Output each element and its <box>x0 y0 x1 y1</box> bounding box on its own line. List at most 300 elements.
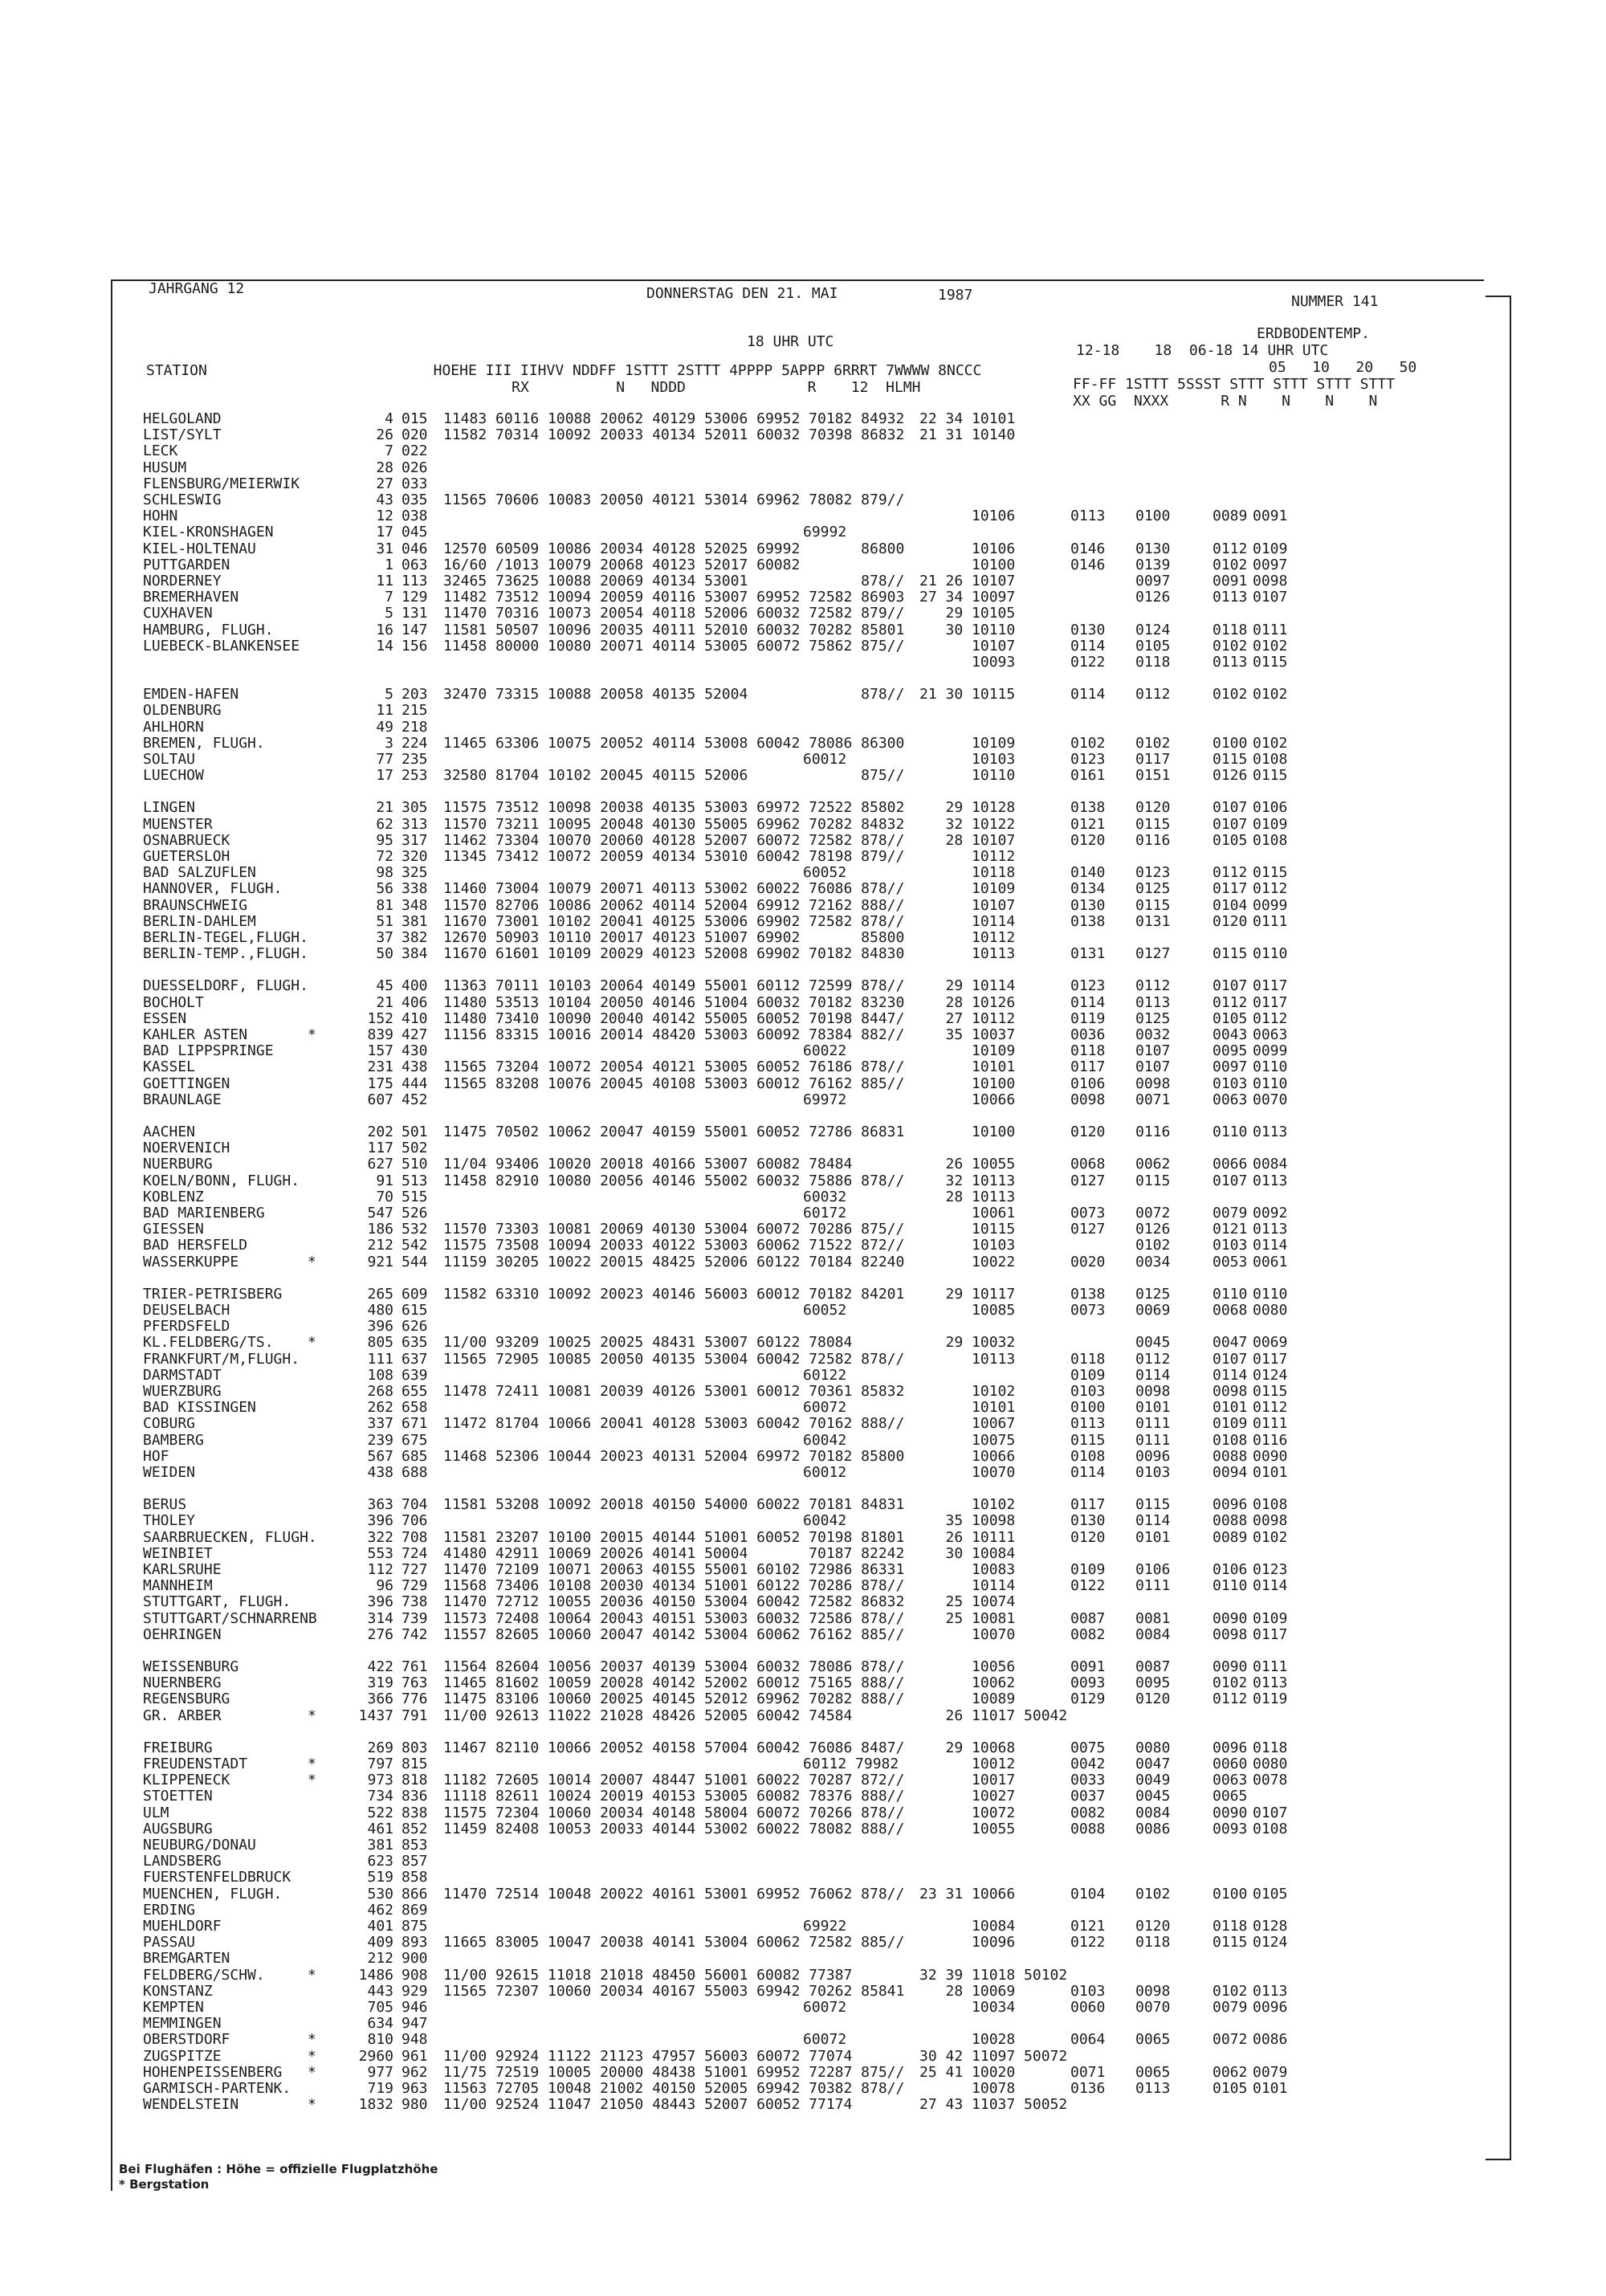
station-id: 444 <box>402 1075 428 1092</box>
station-name: KAHLER ASTEN <box>143 1026 248 1043</box>
station-height: 366 <box>367 1690 393 1707</box>
soil-temp-50: 0061 <box>1253 1254 1288 1270</box>
station-height: 72 <box>376 848 393 865</box>
temp-groups: 10062 <box>919 1674 1016 1691</box>
synop-groups: 11581 50507 10096 20035 40111 52010 60032 70282 85801 <box>443 622 905 638</box>
soil-temp-5: 0114 <box>1070 1464 1106 1481</box>
station-name: BREMGARTEN <box>143 1950 230 1967</box>
station-height: 4 <box>385 410 393 427</box>
station-name: WUERZBURG <box>143 1383 222 1400</box>
soil-temp-20: 0088 <box>1213 1448 1248 1465</box>
station-name: OBERSTDORF <box>143 2031 230 2048</box>
soil-temp-5: 0138 <box>1070 913 1106 930</box>
soil-temp-50: 0110 <box>1253 1075 1288 1092</box>
synop-groups: 11/00 92924 11122 21123 47957 56003 60072 77074 <box>443 2048 853 2065</box>
station-height: 401 <box>367 1918 393 1935</box>
soil-temp-10: 0120 <box>1135 1918 1171 1935</box>
synop-groups: 11480 73410 10090 20040 40142 55005 60052 70198 8447/ <box>443 1010 905 1027</box>
station-name: LUEBECK-BLANKENSEE <box>143 638 300 655</box>
soil-temp-50: 0113 <box>1253 1674 1288 1691</box>
station-name: HELGOLAND <box>143 410 222 427</box>
table-row <box>0 1156 1606 1172</box>
station-height: 522 <box>367 1805 393 1821</box>
soil-temp-20: 0090 <box>1213 1658 1248 1675</box>
synop-groups: 11575 73512 10098 20038 40135 53003 69972 72522 85802 <box>443 799 905 816</box>
station-id: 026 <box>402 459 428 476</box>
soil-temp-5: 0122 <box>1070 1934 1106 1951</box>
soil-temp-20: 0121 <box>1213 1221 1248 1238</box>
table-row <box>0 1562 1606 1578</box>
soil-temp-50: 0080 <box>1253 1302 1288 1319</box>
soil-temp-10: 0123 <box>1135 864 1171 881</box>
table-row <box>0 752 1606 768</box>
station-id: 853 <box>402 1837 428 1854</box>
soil-temp-20: 0102 <box>1213 557 1248 573</box>
station-id: 113 <box>402 573 428 589</box>
extra-group: 60022 <box>803 1042 847 1059</box>
station-name: STOETTEN <box>143 1788 213 1805</box>
soil-temp-10: 0114 <box>1135 1512 1171 1529</box>
soil-temp-10: 0115 <box>1135 816 1171 833</box>
mountain-marker: * <box>308 2048 316 2065</box>
table-row <box>0 524 1606 540</box>
station-id: 045 <box>402 524 428 540</box>
temp-groups: 10089 <box>919 1690 1016 1707</box>
station-id: 218 <box>402 719 428 736</box>
soil-temp-50: 0105 <box>1253 1886 1288 1902</box>
station-name: BREMEN, FLUGH. <box>143 735 265 752</box>
soil-temp-10: 0115 <box>1135 1172 1171 1189</box>
station-id: 729 <box>402 1577 428 1594</box>
table-row <box>0 2000 1606 2016</box>
station-id: 866 <box>402 1886 428 1902</box>
soil-temp-50: 0091 <box>1253 508 1288 524</box>
extra-group: 60012 <box>803 751 847 768</box>
soil-temp-20: 0079 <box>1213 1205 1248 1221</box>
soil-temp-20: 0114 <box>1213 1367 1248 1384</box>
table-row <box>0 2049 1606 2065</box>
station-id: 320 <box>402 848 428 865</box>
station-name: AHLHORN <box>143 719 204 736</box>
table-row <box>0 736 1606 752</box>
temp-groups: 29 10128 <box>919 799 1016 816</box>
station-id: 253 <box>402 767 428 784</box>
temp-groups: 10113 <box>919 945 1016 962</box>
station-id: 763 <box>402 1674 428 1691</box>
soil-temp-5: 0082 <box>1070 1805 1106 1821</box>
temp-groups: 10114 <box>919 1577 1016 1594</box>
table-row <box>0 1352 1606 1368</box>
table-row <box>0 1530 1606 1546</box>
table-row <box>0 1059 1606 1075</box>
station-name: BREMERHAVEN <box>143 589 239 606</box>
soil-temp-10: 0125 <box>1135 1010 1171 1027</box>
station-name: FUERSTENFELDBRUCK <box>143 1869 291 1886</box>
station-id: 325 <box>402 864 428 881</box>
synop-groups: 11470 72109 10071 20063 40155 55001 60102 72986 86331 <box>443 1561 905 1578</box>
soil-temp-5: 0036 <box>1070 1026 1106 1043</box>
temp-groups: 10066 <box>919 1448 1016 1465</box>
synop-groups: 11570 73303 10081 20069 40130 53004 60072 70286 875// <box>443 1221 905 1238</box>
soil-temp-50: 0114 <box>1253 1577 1288 1594</box>
soil-temp-10: 0098 <box>1135 1383 1171 1400</box>
soil-temp-10: 0087 <box>1135 1658 1171 1675</box>
soil-temp-20: 0101 <box>1213 1399 1248 1416</box>
mountain-marker: * <box>308 1756 316 1772</box>
synop-groups: 11475 70502 10062 20047 40159 55001 60052 72786 86831 <box>443 1124 905 1140</box>
extra-group: 60122 <box>803 1367 847 1384</box>
soil-temp-5: 0123 <box>1070 977 1106 994</box>
station-height: 98 <box>376 864 393 881</box>
temp-groups: 10102 <box>919 1496 1016 1513</box>
station-id: 235 <box>402 751 428 768</box>
temp-groups: 10083 <box>919 1561 1016 1578</box>
soil-temp-20: 0100 <box>1213 1886 1248 1902</box>
soil-temp-10: 0125 <box>1135 1286 1171 1303</box>
table-row <box>0 1287 1606 1303</box>
mountain-marker: * <box>308 1772 316 1788</box>
synop-groups: 11670 73001 10102 20041 40125 53006 69902 72582 878// <box>443 913 905 930</box>
soil-temp-5: 0134 <box>1070 880 1106 897</box>
soil-temp-10: 0102 <box>1135 1886 1171 1902</box>
station-name: KL.FELDBERG/TS. <box>143 1334 274 1351</box>
station-name: BRAUNSCHWEIG <box>143 897 248 914</box>
temp-groups: 10066 <box>919 1091 1016 1108</box>
station-id: 815 <box>402 1756 428 1772</box>
temp-groups: 23 31 10066 <box>919 1886 1016 1902</box>
station-height: 381 <box>367 1837 393 1854</box>
station-name: NUERNBERG <box>143 1674 222 1691</box>
station-height: 396 <box>367 1318 393 1335</box>
temp-groups: 10107 <box>919 897 1016 914</box>
soil-temp-5: 0121 <box>1070 816 1106 833</box>
soil-temp-20: 0107 <box>1213 977 1248 994</box>
soil-temp-5: 0106 <box>1070 1075 1106 1092</box>
soil-temp-50: 0111 <box>1253 1658 1288 1675</box>
station-name: NUERBURG <box>143 1156 213 1172</box>
soil-temp-10: 0049 <box>1135 1772 1171 1788</box>
station-name: REGENSBURG <box>143 1690 230 1707</box>
soil-temp-50: 0092 <box>1253 1205 1288 1221</box>
soil-temp-50: 0124 <box>1253 1367 1288 1384</box>
soil-temp-5: 0130 <box>1070 1512 1106 1529</box>
table-row <box>0 1335 1606 1351</box>
extra-group: 60072 <box>803 2031 847 2048</box>
table-row <box>0 573 1606 589</box>
station-id: 430 <box>402 1042 428 1059</box>
soil-temp-50: 0113 <box>1253 1221 1288 1238</box>
station-name: MUENSTER <box>143 816 213 833</box>
soil-temp-20: 0118 <box>1213 622 1248 638</box>
soil-temp-10: 0118 <box>1135 1934 1171 1951</box>
soil-temp-50: 0108 <box>1253 832 1288 849</box>
synop-groups: 11/00 93209 10025 20025 48431 53007 60122 78084 <box>443 1334 853 1351</box>
soil-temp-20: 0102 <box>1213 1983 1248 2000</box>
table-row <box>0 1756 1606 1772</box>
station-name: MANNHEIM <box>143 1577 213 1594</box>
station-name: HOHENPEISSENBERG <box>143 2064 283 2081</box>
temp-groups: 10022 <box>919 1254 1016 1270</box>
soil-temp-50: 0098 <box>1253 573 1288 589</box>
soil-temp-heading: ERDBODENTEMP. <box>1257 325 1370 342</box>
soil-temp-20: 0104 <box>1213 897 1248 914</box>
synop-groups: 11345 73412 10072 20059 40134 53010 60042 78198 879// <box>443 848 905 865</box>
table-row <box>0 541 1606 557</box>
temp-groups: 10109 <box>919 1042 1016 1059</box>
station-id: 348 <box>402 897 428 914</box>
soil-temp-10: 0107 <box>1135 1058 1171 1075</box>
soil-temp-50: 0086 <box>1253 2031 1288 2048</box>
extra-group: 60072 <box>803 1999 847 2016</box>
temp-groups: 10061 <box>919 1205 1016 1221</box>
soil-temp-5: 0114 <box>1070 994 1106 1011</box>
station-name: SAARBRUECKEN, FLUGH. <box>143 1529 317 1546</box>
temp-groups: 10101 <box>919 1058 1016 1075</box>
synop-groups: 11581 53208 10092 20018 40150 54000 60022 70181 84831 <box>443 1496 905 1513</box>
station-name: ERDING <box>143 1902 196 1919</box>
station-name: DARMSTADT <box>143 1367 222 1384</box>
volume-label: JAHRGANG 12 <box>149 280 245 297</box>
table-row <box>0 1821 1606 1837</box>
soil-temp-5: 0118 <box>1070 1042 1106 1059</box>
station-name: BAD KISSINGEN <box>143 1399 256 1416</box>
station-name: KOELN/BONN, FLUGH. <box>143 1172 300 1189</box>
soil-temp-20: 0126 <box>1213 767 1248 784</box>
table-row <box>0 2081 1606 2097</box>
temp-groups: 10034 <box>919 1999 1016 2016</box>
synop-groups: 11459 82408 10053 20033 40144 53002 60022 78082 888// <box>443 1821 905 1837</box>
station-id: 502 <box>402 1140 428 1156</box>
station-id: 384 <box>402 945 428 962</box>
table-row <box>0 946 1606 962</box>
station-name: AACHEN <box>143 1124 196 1140</box>
table-row <box>0 1189 1606 1205</box>
table-row <box>0 1984 1606 2000</box>
soil-temp-20: 0113 <box>1213 589 1248 606</box>
synop-groups: 11/00 92613 11022 21028 48426 52005 60042 74584 <box>443 1707 853 1724</box>
soil-temp-50: 0099 <box>1253 897 1288 914</box>
station-name: HOHN <box>143 508 178 524</box>
station-height: 396 <box>367 1512 393 1529</box>
table-row <box>0 978 1606 994</box>
table-row <box>0 1416 1606 1432</box>
temp-groups: 10017 <box>919 1772 1016 1788</box>
soil-temp-50: 0099 <box>1253 1042 1288 1059</box>
station-id: 963 <box>402 2080 428 2097</box>
extra-group: 60012 <box>803 1464 847 1481</box>
soil-temp-20: 0108 <box>1213 1432 1248 1449</box>
station-name: NEUBURG/DONAU <box>143 1837 256 1854</box>
soil-temp-20: 0063 <box>1213 1772 1248 1788</box>
temp-groups: 10113 <box>919 1351 1016 1368</box>
temp-groups: 10072 <box>919 1805 1016 1821</box>
temp-groups: 10115 <box>919 1221 1016 1238</box>
soil-temp-5: 0161 <box>1070 767 1106 784</box>
temp-groups: 28 10107 <box>919 832 1016 849</box>
soil-temp-5: 0033 <box>1070 1772 1106 1788</box>
soil-temp-5: 0120 <box>1070 1529 1106 1546</box>
soil-temp-50: 0108 <box>1253 1496 1288 1513</box>
soil-temp-50: 0117 <box>1253 994 1288 1011</box>
soil-temp-10: 0065 <box>1135 2031 1171 2048</box>
soil-temp-5: 0138 <box>1070 1286 1106 1303</box>
table-row <box>0 1788 1606 1805</box>
station-height: 797 <box>367 1756 393 1772</box>
temp-groups: 28 10069 <box>919 1983 1016 2000</box>
soil-temp-20: 0096 <box>1213 1496 1248 1513</box>
station-name: LIST/SYLT <box>143 426 222 443</box>
temp-groups: 29 10114 <box>919 977 1016 994</box>
station-name: FRANKFURT/M,FLUGH. <box>143 1351 300 1368</box>
soil-temp-10: 0111 <box>1135 1415 1171 1432</box>
soil-temp-50: 0115 <box>1253 1383 1288 1400</box>
station-height: 805 <box>367 1334 393 1351</box>
soil-temp-20: 0103 <box>1213 1075 1248 1092</box>
soil-temp-50: 0109 <box>1253 816 1288 833</box>
extra-group: 60172 <box>803 1205 847 1221</box>
station-height: 921 <box>367 1254 393 1270</box>
soil-temp-20: 0102 <box>1213 638 1248 655</box>
station-id: 406 <box>402 994 428 1011</box>
synop-groups: 11480 53513 10104 20050 40146 51004 60032 70182 83230 <box>443 994 905 1011</box>
soil-temp-10: 0096 <box>1135 1448 1171 1465</box>
soil-temp-20: 0090 <box>1213 1805 1248 1821</box>
temp-groups: 10070 <box>919 1464 1016 1481</box>
soil-temp-20: 0107 <box>1213 1351 1248 1368</box>
station-id: 791 <box>402 1707 428 1724</box>
soil-temp-20: 0107 <box>1213 799 1248 816</box>
station-id: 510 <box>402 1156 428 1172</box>
synop-groups: 11665 83005 10047 20038 40141 53004 60062 72582 885// <box>443 1934 905 1951</box>
temp-groups: 10112 <box>919 929 1016 946</box>
soil-temp-10: 0112 <box>1135 977 1171 994</box>
soil-temp-10: 0080 <box>1135 1739 1171 1756</box>
synop-groups: 11573 72408 10064 20043 40151 53003 60032 72586 878// <box>443 1610 905 1627</box>
station-height: 117 <box>367 1140 393 1156</box>
table-row <box>0 460 1606 476</box>
extra-group: 69992 <box>803 524 847 540</box>
station-height: 268 <box>367 1383 393 1400</box>
station-name: STUTTGART/SCHNARRENB <box>143 1610 317 1627</box>
temp-groups: 10118 <box>919 864 1016 881</box>
synop-groups: 12570 60509 10086 20034 40128 52025 69992 86800 <box>443 540 905 557</box>
temp-groups: 10101 <box>919 1399 1016 1416</box>
table-row <box>0 638 1606 655</box>
station-id: 313 <box>402 816 428 833</box>
station-id: 980 <box>402 2096 428 2113</box>
station-height: 28 <box>376 459 393 476</box>
right-bracket-bottom <box>1486 2159 1511 2160</box>
soil-temp-10: 0045 <box>1135 1334 1171 1351</box>
temp-groups: 10078 <box>919 2080 1016 2097</box>
soil-temp-10: 0116 <box>1135 1124 1171 1140</box>
station-height: 276 <box>367 1626 393 1643</box>
soil-temp-20: 0118 <box>1213 1918 1248 1935</box>
table-row <box>0 1368 1606 1384</box>
station-id: 438 <box>402 1058 428 1075</box>
soil-temp-50: 0069 <box>1253 1334 1288 1351</box>
synop-groups: 11475 83106 10060 20025 40145 52012 69962 70282 888// <box>443 1690 905 1707</box>
synop-groups: 11470 70316 10073 20054 40118 52006 60032 72582 879// <box>443 605 905 622</box>
soil-temp-50: 0078 <box>1253 1772 1288 1788</box>
synop-groups: 11/00 92524 11047 21050 48443 52007 60052 77174 <box>443 2096 853 2113</box>
soil-temp-50: 0108 <box>1253 1821 1288 1837</box>
table-row <box>0 1691 1606 1707</box>
table-row <box>0 930 1606 946</box>
table-row <box>0 1254 1606 1270</box>
soil-temp-10: 0084 <box>1135 1626 1171 1643</box>
temp-groups: 26 10055 <box>919 1156 1016 1172</box>
synop-groups: 11582 63310 10092 20023 40146 56003 60012 70182 84201 <box>443 1286 905 1303</box>
soil-temp-20: 0060 <box>1213 1756 1248 1772</box>
temp-groups: 25 10074 <box>919 1593 1016 1610</box>
station-name: MUEHLDORF <box>143 1918 222 1935</box>
synop-groups: 41480 42911 10069 20026 40141 50004 70187 82242 <box>443 1545 905 1562</box>
soil-temp-10: 0124 <box>1135 622 1171 638</box>
soil-temp-10: 0070 <box>1135 1999 1171 2016</box>
soil-temp-5: 0123 <box>1070 751 1106 768</box>
station-height: 705 <box>367 1999 393 2016</box>
station-height: 634 <box>367 2015 393 2032</box>
station-height: 443 <box>367 1983 393 2000</box>
synop-groups: 11563 72705 10048 21002 40150 52005 69942 70382 878// <box>443 2080 905 2097</box>
station-id: 542 <box>402 1237 428 1254</box>
table-row <box>0 1221 1606 1238</box>
station-id: 724 <box>402 1545 428 1562</box>
temp-groups: 10103 <box>919 751 1016 768</box>
soil-temp-5: 0075 <box>1070 1739 1106 1756</box>
station-height: 363 <box>367 1496 393 1513</box>
station-id: 776 <box>402 1690 428 1707</box>
station-height: 27 <box>376 475 393 492</box>
utc-heading: 18 UHR UTC <box>747 333 834 350</box>
temp-groups: 10107 <box>919 638 1016 655</box>
mountain-marker: * <box>308 1026 316 1043</box>
soil-temp-5: 0109 <box>1070 1367 1106 1384</box>
station-name: GR. ARBER <box>143 1707 222 1724</box>
soil-temp-10: 0113 <box>1135 994 1171 1011</box>
soil-temp-5: 0073 <box>1070 1302 1106 1319</box>
station-name: TRIER-PETRISBERG <box>143 1286 283 1303</box>
soil-temp-5: 0122 <box>1070 1577 1106 1594</box>
soil-temp-5: 0122 <box>1070 654 1106 671</box>
soil-temp-10: 0095 <box>1135 1674 1171 1691</box>
station-height: 977 <box>367 2064 393 2081</box>
table-row <box>0 1935 1606 1951</box>
station-id: 727 <box>402 1561 428 1578</box>
station-height: 567 <box>367 1448 393 1465</box>
station-height: 62 <box>376 816 393 833</box>
soil-temp-50: 0111 <box>1253 622 1288 638</box>
soil-temp-10: 0072 <box>1135 1205 1171 1221</box>
soil-temp-50: 0128 <box>1253 1918 1288 1935</box>
soil-temp-50: 0124 <box>1253 1934 1288 1951</box>
station-id: 544 <box>402 1254 428 1270</box>
soil-temp-50: 0101 <box>1253 1464 1288 1481</box>
table-row <box>0 1951 1606 1967</box>
issue-number: NUMMER 141 <box>1291 293 1379 310</box>
temp-groups: 25 10081 <box>919 1610 1016 1627</box>
synop-groups: 32465 73625 10088 20069 40134 53001 878// <box>443 573 905 589</box>
table-row <box>0 492 1606 508</box>
temp-groups: 10075 <box>919 1432 1016 1449</box>
synop-groups: 11118 82611 10024 20019 40153 53005 60082 78376 888// <box>443 1788 905 1805</box>
soil-temp-20: 0115 <box>1213 1934 1248 1951</box>
station-id: 947 <box>402 2015 428 2032</box>
temp-groups: 10100 <box>919 1124 1016 1140</box>
soil-temp-50: 0112 <box>1253 1010 1288 1027</box>
station-id: 224 <box>402 735 428 752</box>
